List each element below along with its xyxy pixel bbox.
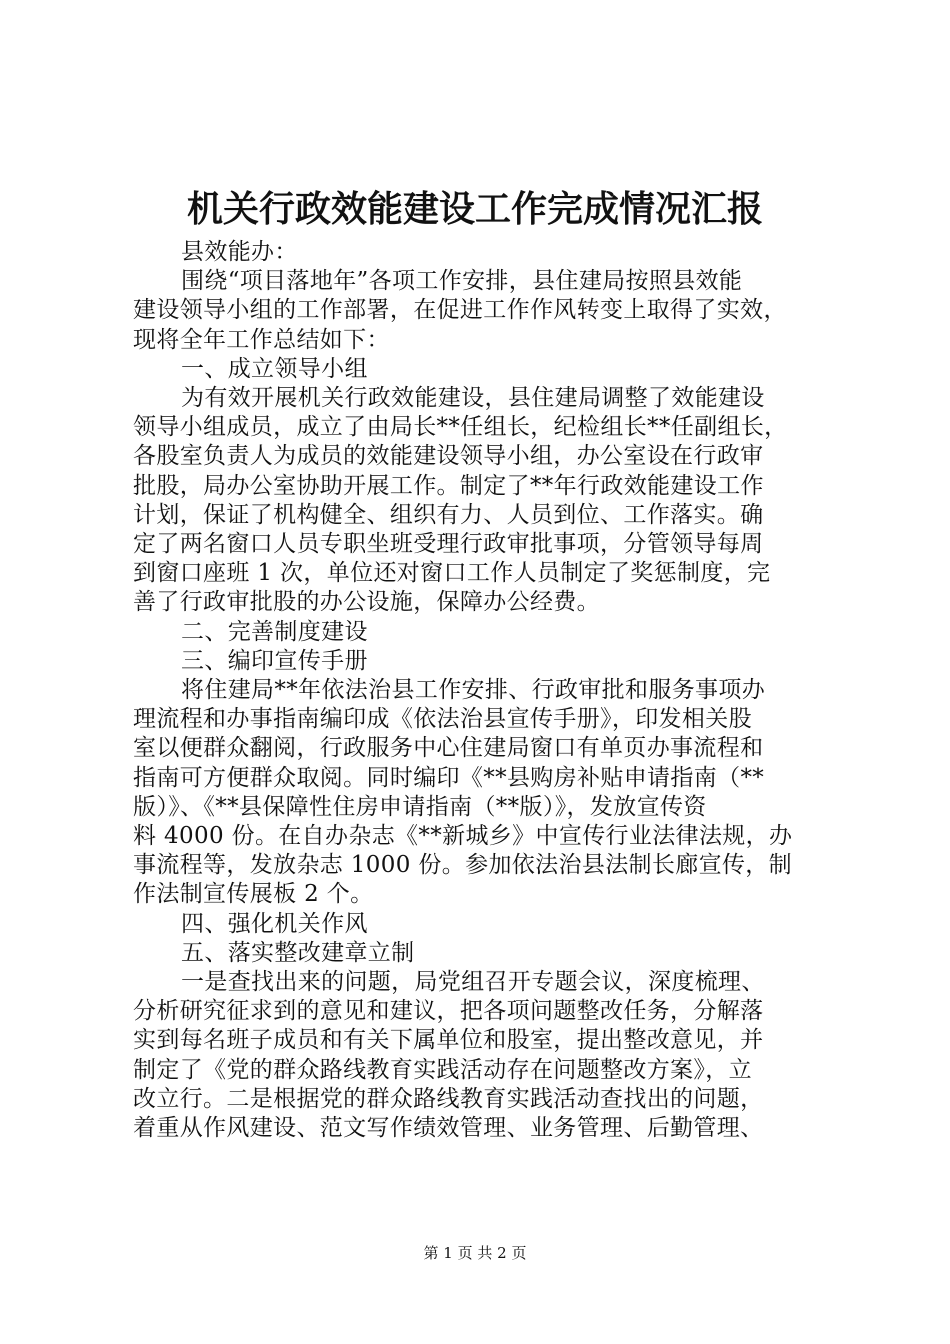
text-line: 一是查找出来的问题，局党组召开专题会议，深度梳理、 (181, 969, 765, 996)
text-line: 为有效开展机关行政效能建设，县住建局调整了效能建设 (181, 385, 765, 412)
text-line: 围绕“项目落地年”各项工作安排，县住建局按照县效能 (181, 268, 743, 295)
text-line: 料 4000 份。在自办杂志《**新城乡》中宣传行业法律法规，办 (133, 823, 793, 850)
text-line: 建设领导小组的工作部署，在促进工作作风转变上取得了实效， (133, 297, 787, 324)
text-line: 批股，局办公室协助开展工作。制定了**年行政效能建设工作 (133, 472, 764, 499)
document-title: 机关行政效能建设工作完成情况汇报 (186, 188, 763, 230)
text-line: 指南可方便群众取阅。同时编印《**县购房补贴申请指南（** (133, 764, 765, 791)
text-line: 制定了《党的群众路线教育实践活动存在问题整改方案》，立 (133, 1056, 752, 1083)
text-line: 计划，保证了机构健全、组织有力、人员到位、工作落实。确 (133, 501, 764, 528)
text-line: 将住建局**年依法治县工作安排、行政审批和服务事项办 (181, 677, 766, 704)
text-line: 二、完善制度建设 (181, 618, 368, 645)
page-footer: 第 1 页 共 2 页 (423, 1244, 527, 1262)
text-line: 实到每名班子成员和有关下属单位和股室，提出整改意见，并 (133, 1027, 764, 1054)
text-line: 现将全年工作总结如下： (133, 326, 390, 353)
text-line: 版）》、《**县保障性住房申请指南（**版）》，发放宣传资 (133, 793, 707, 820)
text-line: 善了行政审批股的办公设施，保障办公经费。 (133, 589, 600, 616)
text-line: 三、编印宣传手册 (181, 647, 368, 674)
text-line: 五、落实整改建章立制 (181, 939, 415, 966)
text-line: 室以便群众翻阅，行政服务中心住建局窗口有单页办事流程和 (133, 735, 764, 762)
text-line: 各股室负责人为成员的效能建设领导小组，办公室设在行政审 (133, 443, 764, 470)
text-line: 分析研究征求到的意见和建议，把各项问题整改任务，分解落 (133, 998, 764, 1025)
text-line: 一、成立领导小组 (181, 355, 368, 382)
text-line: 事流程等，发放杂志 1000 份。参加依法治县法制长廊宣传，制 (133, 852, 793, 879)
text-line: 理流程和办事指南编印成《依法治县宣传手册》，印发相关股 (133, 706, 752, 733)
text-line: 定了两名窗口人员专职坐班受理行政审批事项，分管领导每周 (133, 531, 764, 558)
text-line: 县效能办： (181, 239, 298, 265)
text-line: 着重从作风建设、范文写作绩效管理、业务管理、后勤管理、 (133, 1115, 764, 1142)
text-line: 改立行。二是根据党的群众路线教育实践活动查找出的问题， (133, 1085, 764, 1112)
text-line: 作法制宣传展板 2 个。 (133, 881, 374, 908)
text-line: 到窗口座班 1 次，单位还对窗口工作人员制定了奖惩制度，完 (133, 560, 771, 587)
text-line: 领导小组成员，成立了由局长**任组长，纪检组长**任副组长， (133, 414, 788, 441)
text-line: 四、强化机关作风 (181, 910, 368, 937)
document-body (133, 238, 833, 1143)
